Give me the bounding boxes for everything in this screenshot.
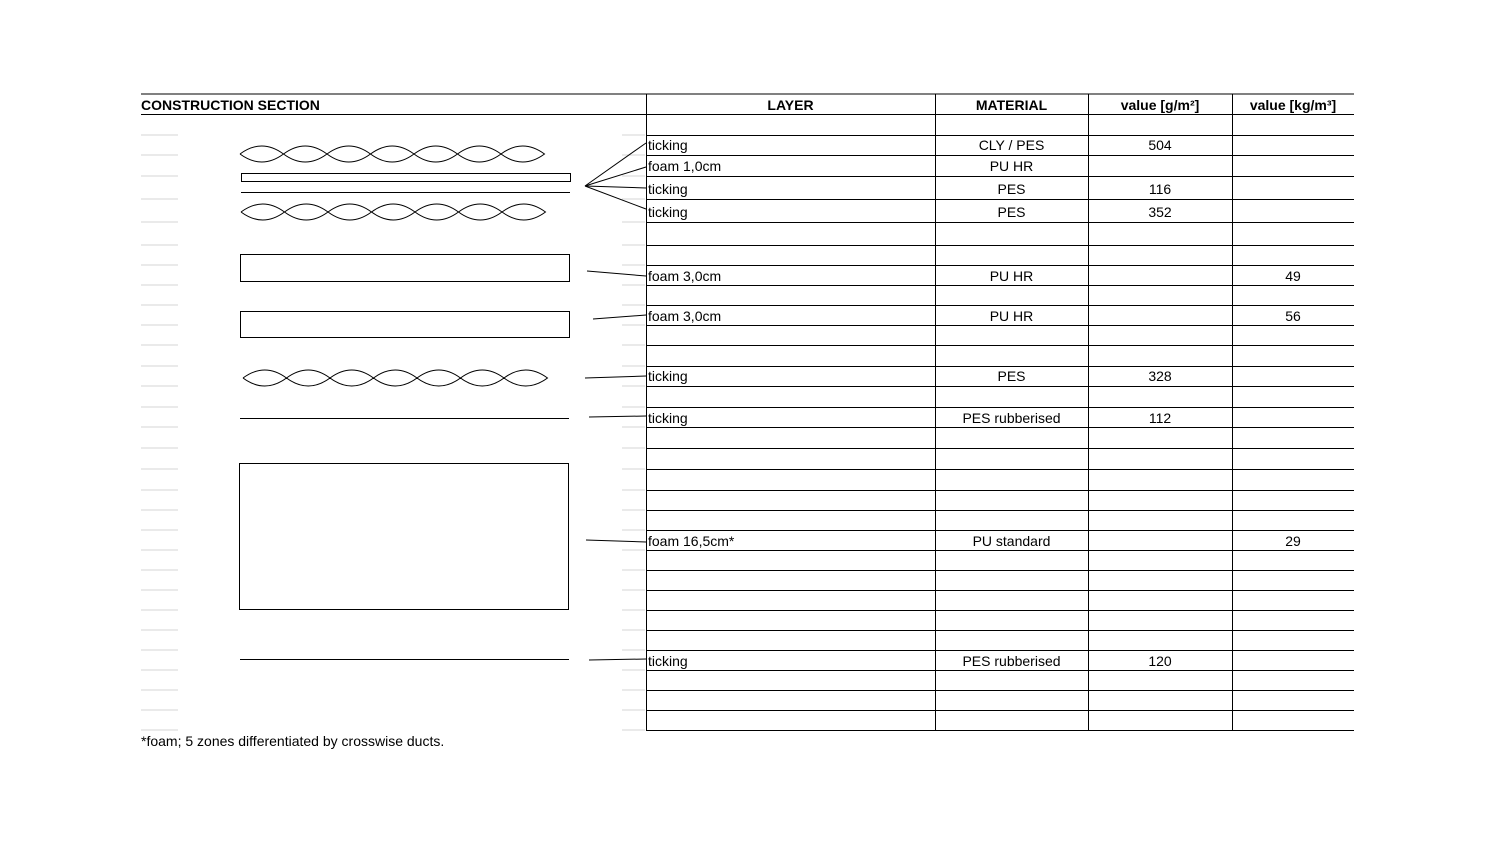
value-kgm3-cell: 56 [1285,308,1301,324]
faint-cell-lines [141,135,645,730]
material-cell: PU HR [989,308,1034,324]
material-cell: CLY / PES [978,137,1045,153]
layer-cell: foam 3,0cm [648,308,722,324]
leader-line [589,416,646,417]
material-cell: PU HR [989,268,1034,284]
column-header-material: MATERIAL [975,97,1048,113]
leader-line [585,186,646,188]
layer-cell: ticking [648,410,688,426]
foam-thin-symbol [242,174,571,182]
leader-line [585,143,646,186]
foam-block-symbol [241,312,570,338]
leader-line [587,271,646,276]
material-cell: PES rubberised [962,653,1061,669]
material-cell: PES [997,181,1026,197]
footnote: *foam; 5 zones differentiated by crosswise ducts. [141,733,445,749]
leader-lines [585,143,646,660]
value-kgm3-cell: 49 [1285,268,1301,284]
material-cell: PU HR [989,158,1034,174]
material-cell: PES rubberised [962,410,1061,426]
leader-line [593,315,646,319]
layer-cell: ticking [648,204,688,220]
core-foam-symbol [240,464,569,610]
column-header-value-kgm3: value [kg/m³] [1249,97,1337,113]
value-gm2-cell: 504 [1148,137,1172,153]
value-kgm3-cell: 29 [1285,533,1301,549]
section-drawing [240,146,571,660]
foam-block-symbol [241,255,570,282]
layer-cell: ticking [648,653,688,669]
section-title: CONSTRUCTION SECTION [141,97,320,113]
value-gm2-cell: 112 [1148,410,1172,426]
value-gm2-cell: 328 [1148,368,1172,384]
layer-cell: ticking [648,181,688,197]
layer-cell: ticking [648,137,688,153]
column-header-value-gm2: value [g/m²] [1120,97,1200,113]
material-cell: PU standard [972,533,1051,549]
layer-cell: foam 1,0cm [648,158,722,174]
layer-cell: foam 3,0cm [648,268,722,284]
value-gm2-cell: 352 [1148,204,1172,220]
leader-line [589,659,646,660]
value-gm2-cell: 120 [1148,653,1172,669]
ticking-symbol [241,204,546,220]
leader-line [585,186,646,209]
material-cell: PES [997,204,1026,220]
layer-cell: foam 16,5cm* [648,533,735,549]
ticking-symbol [240,146,545,162]
material-cell: PES [997,368,1026,384]
layer-cell: ticking [648,368,688,384]
ticking-symbol [243,370,548,386]
leader-line [585,376,646,378]
column-header-layer: LAYER [767,97,814,113]
value-gm2-cell: 116 [1148,181,1172,197]
leader-line [586,540,646,542]
